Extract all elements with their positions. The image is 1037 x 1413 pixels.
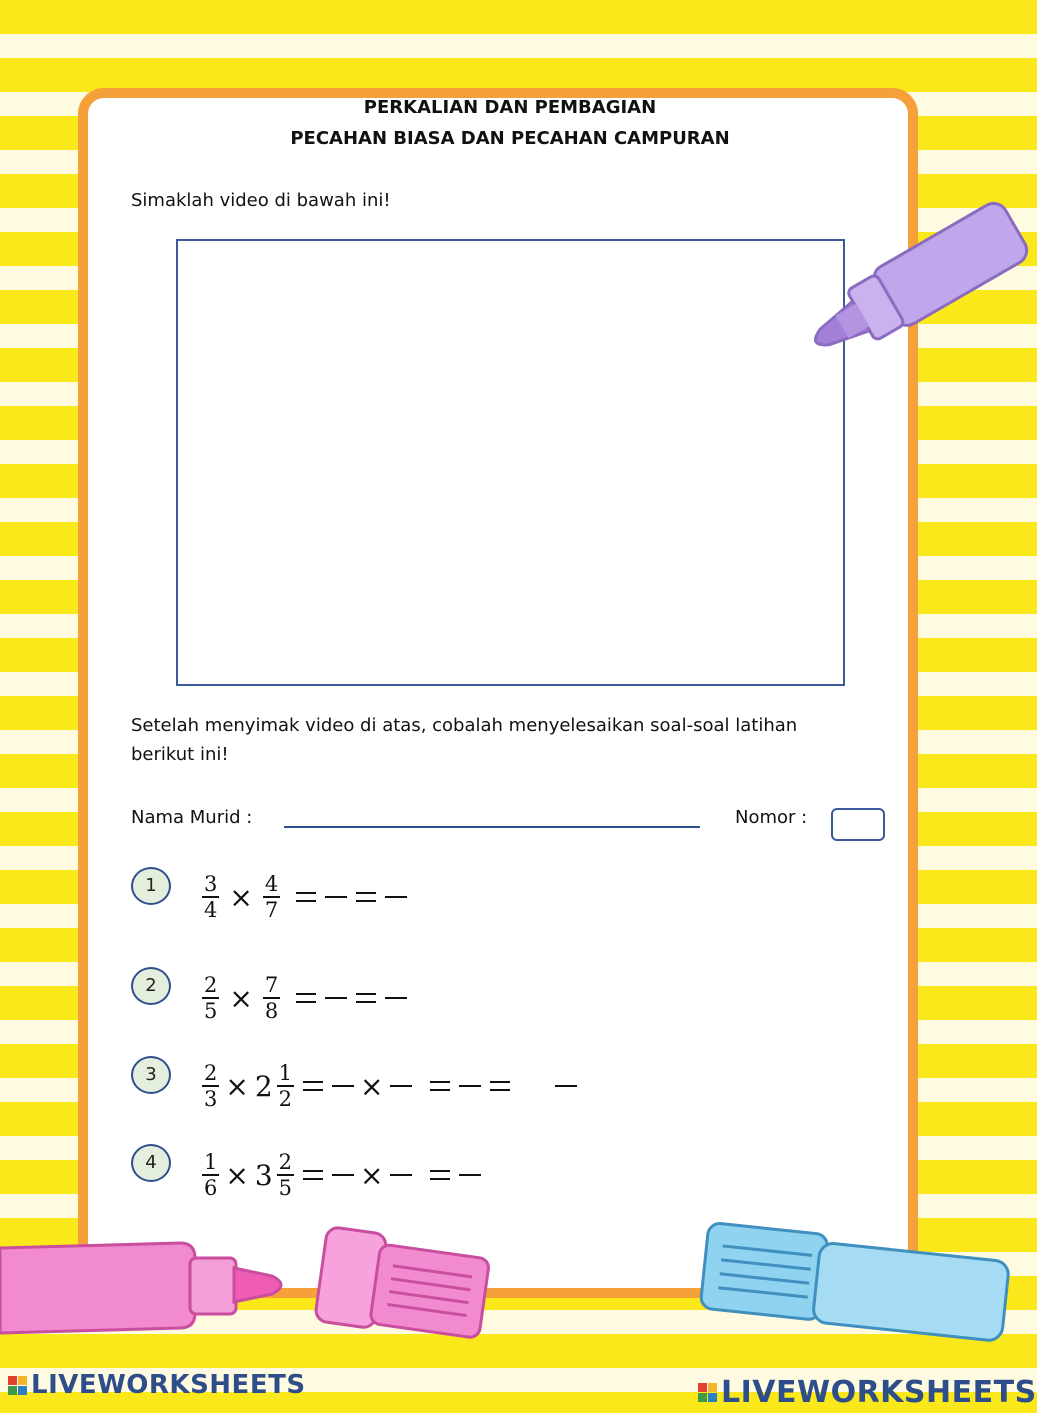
- answer-fraction-blank[interactable]: [459, 1085, 481, 1087]
- fraction: [277, 1150, 294, 1200]
- multiply-operator: ×: [360, 1158, 384, 1192]
- question-number-4: 4: [131, 1144, 171, 1182]
- video-embed-area[interactable]: [176, 239, 845, 686]
- student-name-label: Nama Murid :: [131, 807, 253, 828]
- question-2-expression: [198, 963, 411, 1033]
- equals-sign: [430, 1081, 450, 1091]
- video-instruction: Simaklah video di bawah ini!: [131, 190, 391, 211]
- question-1-expression: [198, 862, 411, 932]
- fraction: [202, 973, 219, 1023]
- whole-number: 2: [254, 1069, 273, 1103]
- equals-sign: [303, 1081, 323, 1091]
- blue-marker-icon: [690, 1225, 1000, 1370]
- brand-text: LIVEWORKSHEETS: [31, 1370, 306, 1400]
- denominator: 7: [264, 898, 279, 922]
- denominator: 4: [204, 898, 218, 922]
- liveworksheets-logo-icon: [698, 1383, 717, 1402]
- denominator: 5: [278, 1176, 293, 1200]
- answer-fraction-blank[interactable]: [332, 1174, 354, 1176]
- denominator: 6: [204, 1176, 218, 1200]
- title-line-2: PECAHAN BIASA DAN PECAHAN CAMPURAN: [290, 128, 730, 149]
- answer-fraction-blank[interactable]: [390, 1174, 412, 1176]
- answer-fraction-blank[interactable]: [325, 896, 347, 898]
- numerator: 1: [278, 1061, 293, 1085]
- equals-sign: [303, 1170, 323, 1180]
- numerator: 2: [278, 1150, 293, 1174]
- answer-fraction-blank[interactable]: [385, 896, 407, 898]
- fraction: [263, 973, 280, 1023]
- question-3-expression: [198, 1051, 581, 1121]
- numerator: 2: [204, 1061, 218, 1085]
- denominator: 3: [204, 1087, 218, 1111]
- question-number-3: 3: [131, 1056, 171, 1094]
- fraction: [202, 1150, 219, 1200]
- equals-sign: [430, 1170, 450, 1180]
- denominator: 5: [204, 999, 218, 1023]
- purple-marker-icon: [770, 185, 1010, 395]
- student-name-field[interactable]: [284, 826, 700, 828]
- exercise-instruction-line-2: berikut ini!: [131, 744, 229, 765]
- equals-sign: [490, 1081, 510, 1091]
- answer-fraction-blank[interactable]: [385, 997, 407, 999]
- exercise-instruction-line-1: Setelah menyimak video di atas, cobalah menyelesaikan soal-soal latihan: [131, 715, 798, 736]
- liveworksheets-brand-right: [698, 1375, 1037, 1410]
- title-line-1: PERKALIAN DAN PEMBAGIAN: [363, 97, 657, 118]
- question-4-expression: [198, 1140, 485, 1210]
- answer-fraction-blank[interactable]: [325, 997, 347, 999]
- answer-fraction-blank[interactable]: [459, 1174, 481, 1176]
- answer-fraction-blank[interactable]: [390, 1085, 412, 1087]
- answer-fraction-blank[interactable]: [555, 1085, 577, 1087]
- brand-text: LIVEWORKSHEETS: [721, 1375, 1037, 1410]
- fraction: [202, 1061, 219, 1111]
- multiply-operator: ×: [360, 1069, 384, 1103]
- multiply-operator: ×: [229, 880, 253, 914]
- multiply-operator: ×: [225, 1158, 249, 1192]
- numerator: 7: [264, 973, 279, 997]
- whole-number: 3: [254, 1158, 273, 1192]
- denominator: 8: [264, 999, 279, 1023]
- liveworksheets-logo-icon: [8, 1376, 27, 1395]
- equals-sign: [296, 892, 316, 902]
- numerator: 4: [264, 872, 279, 896]
- numerator: 2: [204, 973, 218, 997]
- numerator: 3: [204, 872, 218, 896]
- student-number-label: Nomor :: [735, 807, 808, 828]
- liveworksheets-brand-left: [8, 1370, 306, 1400]
- fraction: [277, 1061, 294, 1111]
- denominator: 2: [278, 1087, 293, 1111]
- pink-marker-icon: [0, 1228, 300, 1348]
- question-number-1: 1: [131, 867, 171, 905]
- equals-sign: [296, 993, 316, 1003]
- pink-marker-cap-icon: [300, 1222, 500, 1352]
- numerator: 1: [204, 1150, 218, 1174]
- multiply-operator: ×: [225, 1069, 249, 1103]
- student-number-field[interactable]: [831, 808, 885, 841]
- multiply-operator: ×: [229, 981, 253, 1015]
- fraction: [202, 872, 219, 922]
- question-number-2: 2: [131, 967, 171, 1005]
- equals-sign: [356, 892, 376, 902]
- equals-sign: [356, 993, 376, 1003]
- answer-fraction-blank[interactable]: [332, 1085, 354, 1087]
- fraction: [263, 872, 280, 922]
